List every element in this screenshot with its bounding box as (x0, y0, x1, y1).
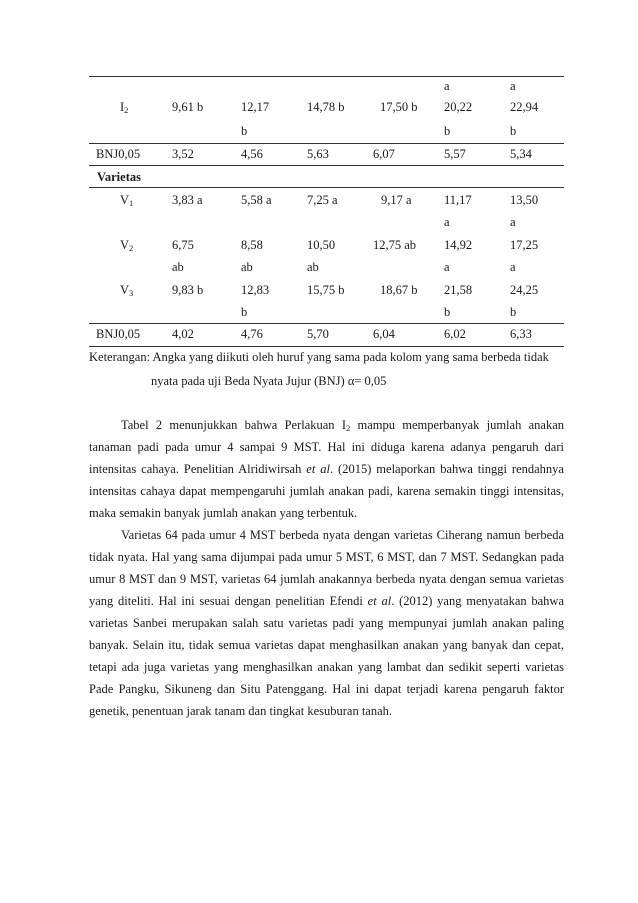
row-label-bnj: BNJ0,05 (96, 147, 141, 161)
row-label-v1: $V_1$ (120, 193, 134, 208)
cell-v1-c5: 11,17 (444, 193, 472, 207)
cell-i2-c5-letter: b (444, 124, 451, 138)
cell-v3-c3: 15,75 b (307, 283, 345, 297)
cell-i2-c4: 17,50 b (380, 100, 418, 114)
cell-bnj2-c1: 4,02 (172, 327, 194, 341)
cell-v3-c6: 24,25 (510, 283, 539, 297)
table-rule (89, 187, 564, 188)
cell-i2-c6: 22,94 (510, 100, 539, 114)
cell-v1-c5-letter: a (444, 215, 450, 229)
cell-i2-c5-top: a (444, 79, 450, 93)
row-label-v2: $V_2$ (120, 238, 134, 253)
cell-v3-c5: 21,58 (444, 283, 473, 297)
cell-i2-c6-letter: b (510, 124, 517, 138)
cell-v1-c3: 7,25 a (307, 193, 338, 207)
cell-v1-c6-letter: a (510, 215, 516, 229)
cell-v3-c2-letter: b (241, 305, 248, 319)
cell-bnj2-c5: 6,02 (444, 327, 466, 341)
cell-i2-c2: 12,17 (241, 100, 270, 114)
paragraph-1: Tabel 2 menunjukkan bahwa Perlakuan $I_2$ mampu memperbanyak jumlah anakan tanaman padi pada umur 4 sampai 9 MST. Hal ini diduga karena adanya pengaruh dari intensitas cahaya. Penelitian Alridiwirsah et al. (2015) melaporkan bahwa tinggi rendahnya intensitas cahaya dapat mempengaruhi jumlah anakan padi, karena semakin tinggi intensitas, maka semakin banyak jumlah anakan yang terbentuk. (89, 418, 564, 520)
table-bottom-rule (89, 346, 564, 347)
cell-v1-c6: 13,50 (510, 193, 539, 207)
row-label-bnj: BNJ0,05 (96, 327, 141, 341)
table-note-line2: nyata pada uji Beda Nyata Jujur (BNJ) α= 0,05 (151, 374, 387, 388)
cell-v3-c5-letter: b (444, 305, 451, 319)
cell-bnj2-c6: 6,33 (510, 327, 532, 341)
cell-v3-c2: 12,83 (241, 283, 270, 297)
cell-v2-c3-letter: ab (307, 260, 319, 274)
cell-v1-c4: 9,17 a (381, 193, 412, 207)
cell-v1-c2: 5,58 a (241, 193, 272, 207)
cell-v2-c5: 14,92 (444, 238, 473, 252)
body-text (89, 414, 564, 722)
cell-bnj1-c1: 3,52 (172, 147, 194, 161)
cell-v1-c1: 3,83 a (172, 193, 203, 207)
cell-bnj1-c2: 4,56 (241, 147, 263, 161)
cell-v2-c2-letter: ab (241, 260, 253, 274)
table-note-line1: Keterangan: Angka yang diikuti oleh huruf yang sama pada kolom yang sama berbeda tidak (89, 350, 549, 364)
table-rule (89, 143, 564, 144)
cell-bnj2-c4: 6,04 (373, 327, 395, 341)
cell-i2-c6-top: a (510, 79, 516, 93)
cell-v2-c3: 10,50 (307, 238, 336, 252)
cell-i2-c2-letter: b (241, 124, 248, 138)
cell-v2-c2: 8,58 (241, 238, 263, 252)
cell-v2-c6-letter: a (510, 260, 516, 274)
cell-v2-c1-letter: ab (172, 260, 184, 274)
row-label-v3: $V_3$ (120, 283, 134, 298)
cell-bnj2-c2: 4,76 (241, 327, 263, 341)
cell-bnj1-c4: 6,07 (373, 147, 395, 161)
table-rule (89, 165, 564, 166)
table-rule (89, 323, 564, 324)
cell-bnj2-c3: 5,70 (307, 327, 329, 341)
cell-v3-c1: 9,83 b (172, 283, 204, 297)
cell-v2-c6: 17,25 (510, 238, 539, 252)
paragraph-2: Varietas 64 pada umur 4 MST berbeda nyata dengan varietas Ciherang namun berbeda tidak nyata. Hal yang sama dijumpai pada umur 5 MST, 6 MST, dan 7 MST. Sedangkan pada umur 8 MST dan 9 MST, varietas 64 jumlah anakannya berbeda nyata dengan semua varietas yang diteliti. Hal ini sesuai dengan penelitian Efendi et al. (2012) yang menyatakan bahwa varietas Sanbei merupakan salah satu varietas padi yang mempunyai jumlah anakan paling banyak. Selain itu, tidak semua varietas dapat menghasilkan anakan yang banyak dan cepat, tetapi ada juga varietas yang menghasilkan anakan yang lambat dan sedikit seperti varietas Pade Pangku, Sikuneng dan Situ Patenggang. Hal ini dapat terjadi karena pengaruh faktor genetik, penentuan jarak tanam dan tingkat kesuburan tanah. (89, 528, 565, 718)
cell-i2-c1: 9,61 b (172, 100, 204, 114)
cell-bnj1-c3: 5,63 (307, 147, 329, 161)
cell-v3-c6-letter: b (510, 305, 517, 319)
cell-i2-c3: 14,78 b (307, 100, 345, 114)
cell-bnj1-c6: 5,34 (510, 147, 532, 161)
cell-v2-c1: 6,75 (172, 238, 194, 252)
row-label-i2: $I_2$ (120, 100, 129, 115)
cell-v3-c4: 18,67 b (380, 283, 418, 297)
cell-v2-c4: 12,75 ab (373, 238, 417, 252)
section-label-varietas: Varietas (97, 170, 141, 184)
cell-bnj1-c5: 5,57 (444, 147, 466, 161)
cell-v2-c5-letter: a (444, 260, 450, 274)
cell-i2-c5: 20,22 (444, 100, 473, 114)
table-top-rule (89, 76, 564, 77)
